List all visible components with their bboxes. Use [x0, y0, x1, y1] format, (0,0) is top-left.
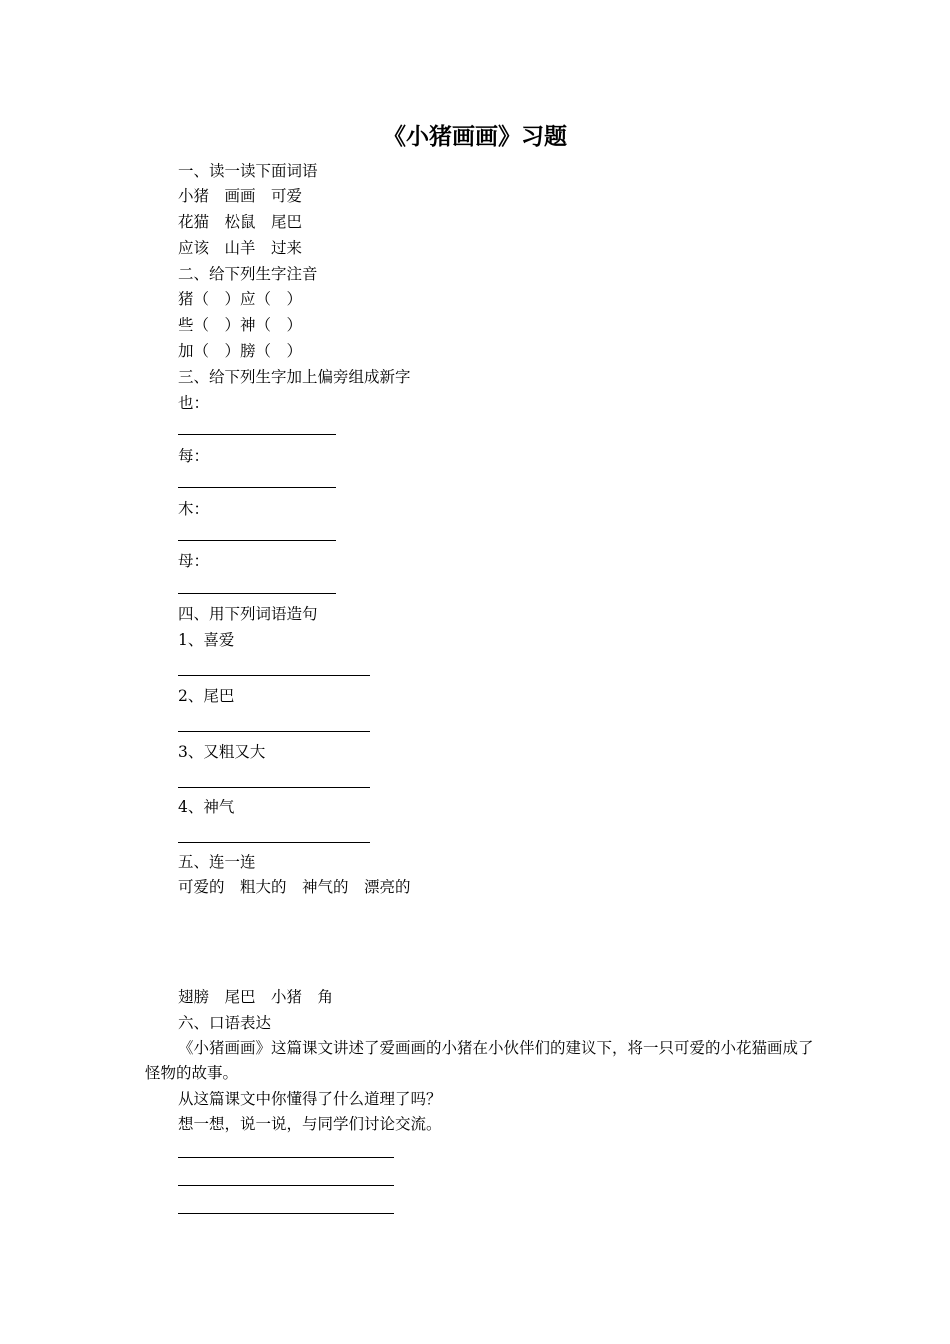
- radical-item-2: 每：: [178, 447, 210, 465]
- answer-line[interactable]: [178, 434, 336, 435]
- radical-item-4: 母：: [178, 552, 210, 570]
- question-text: 从这篇课文中你懂得了什么道理了吗？: [178, 1090, 442, 1108]
- section-1-heading: 一、读一读下面词语: [178, 162, 318, 180]
- sentence-item-3: 3、又粗又大: [178, 743, 266, 761]
- section-2-heading: 二、给下列生字注音: [178, 265, 318, 283]
- answer-line[interactable]: [178, 842, 370, 843]
- pinyin-row-2: 些（ ）神（ ）: [178, 316, 303, 334]
- word-row-1: 小猪 画画 可爱: [178, 187, 303, 205]
- section-3-heading: 三、给下列生字加上偏旁组成新字: [178, 368, 411, 386]
- sentence-item-1: 1、喜爱: [178, 631, 235, 649]
- answer-line[interactable]: [178, 1157, 394, 1158]
- answer-line[interactable]: [178, 540, 336, 541]
- discussion-prompt: 想一想，说一说，与同学们讨论交流。: [178, 1115, 442, 1133]
- section-4-heading: 四、用下列词语造句: [178, 605, 318, 623]
- section-5-heading: 五、连一连: [178, 853, 256, 871]
- answer-line[interactable]: [178, 675, 370, 676]
- answer-line[interactable]: [178, 487, 336, 488]
- section-6-heading: 六、口语表达: [178, 1014, 272, 1032]
- matching-nouns: 翅膀 尾巴 小猪 角: [178, 988, 334, 1006]
- answer-line[interactable]: [178, 787, 370, 788]
- radical-item-1: 也：: [178, 394, 210, 412]
- sentence-item-4: 4、神气: [178, 798, 235, 816]
- matching-adjectives: 可爱的 粗大的 神气的 漂亮的: [178, 878, 411, 896]
- pinyin-row-3: 加（ ）膀（ ）: [178, 342, 303, 360]
- page-title: 《小猪画画》习题: [383, 123, 567, 150]
- answer-line[interactable]: [178, 731, 370, 732]
- pinyin-row-1: 猪（ ）应（ ）: [178, 290, 303, 308]
- word-row-3: 应该 山羊 过来: [178, 239, 303, 257]
- radical-item-3: 木：: [178, 500, 210, 518]
- word-row-2: 花猫 松鼠 尾巴: [178, 213, 303, 231]
- sentence-item-2: 2、尾巴: [178, 687, 235, 705]
- answer-line[interactable]: [178, 1185, 394, 1186]
- answer-line[interactable]: [178, 593, 336, 594]
- answer-line[interactable]: [178, 1213, 394, 1214]
- story-paragraph: 《小猪画画》这篇课文讲述了爱画画的小猪在小伙伴们的建议下，将一只可爱的小花猫画成了怪物的故事。: [145, 1039, 814, 1082]
